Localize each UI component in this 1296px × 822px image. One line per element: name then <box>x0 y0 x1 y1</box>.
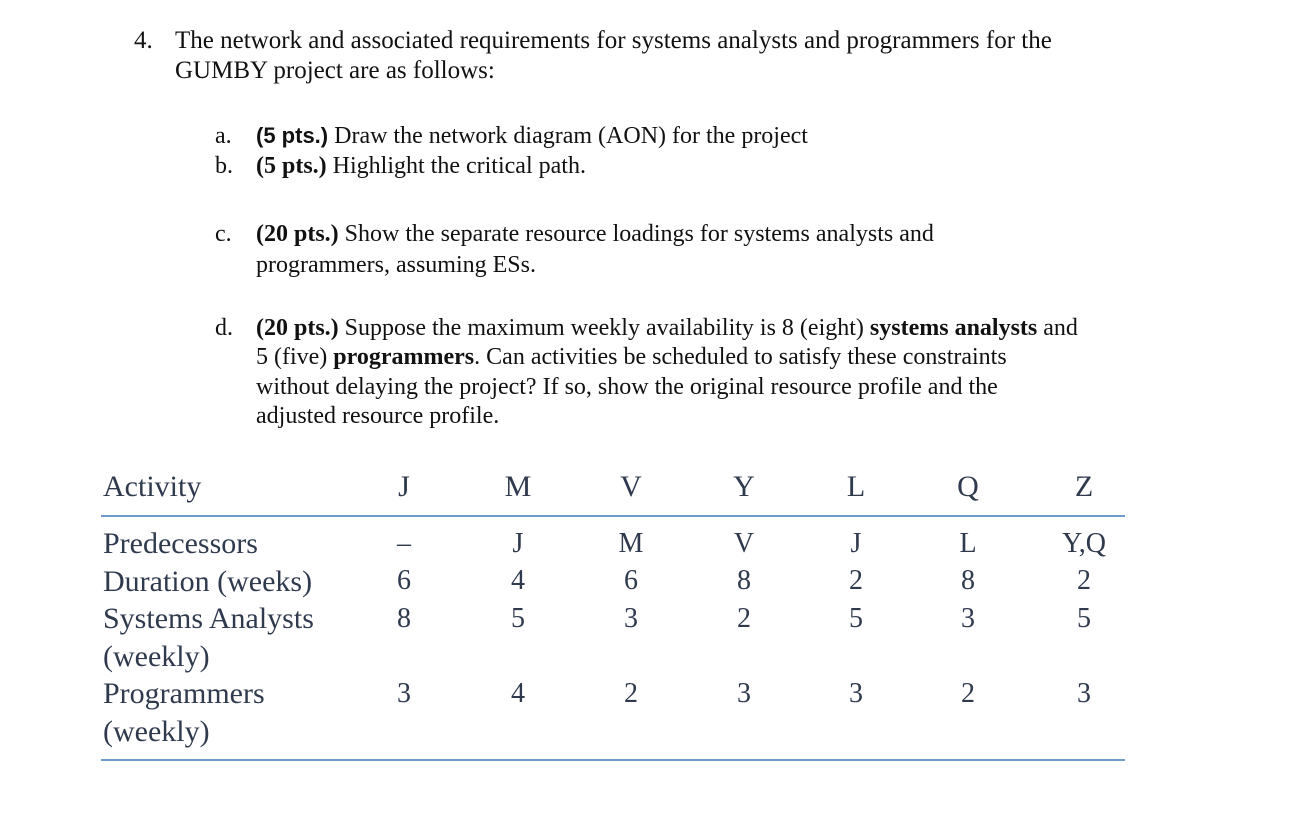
table-header-rule <box>101 515 1125 517</box>
table-duration-label: Duration (weeks) <box>103 565 313 598</box>
table-cell-predecessors-y: V <box>733 528 755 559</box>
table-analysts-label-1: Systems Analysts <box>103 602 314 635</box>
table-cell-activities-z: Z <box>1074 470 1094 503</box>
table-cell-activities-m: M <box>504 470 532 503</box>
table-cell-predecessors-q: L <box>959 528 977 559</box>
part-d-body-1c: and <box>1037 315 1078 341</box>
table-cell-analysts-j: 8 <box>397 603 411 634</box>
table-activity-header: Activity <box>103 470 202 503</box>
table-cell-programmers-v: 2 <box>624 678 638 709</box>
table-cell-activities-j: J <box>398 470 410 503</box>
part-c-text-line-2: programmers, assuming ESs. <box>256 252 536 278</box>
table-cell-analysts-q: 3 <box>961 603 975 634</box>
question-line-2: GUMBY project are as follows: <box>175 57 495 84</box>
table-cell-duration-z: 2 <box>1077 565 1091 596</box>
part-d-body-2c: . Can activities be scheduled to satisfy these constraints <box>474 344 1007 370</box>
table-cell-analysts-m: 5 <box>511 603 525 634</box>
table-cell-predecessors-z: Y,Q <box>1062 528 1106 559</box>
table-cell-duration-v: 6 <box>624 565 638 596</box>
table-cell-predecessors-j: – <box>397 528 411 559</box>
question-number: 4. <box>134 27 153 54</box>
part-b-marker: b. <box>215 153 233 179</box>
table-cell-analysts-z: 5 <box>1077 603 1091 634</box>
table-programmers-label-2: (weekly) <box>103 715 210 748</box>
part-d-marker: d. <box>215 315 233 341</box>
table-cell-programmers-y: 3 <box>737 678 751 709</box>
table-cell-analysts-l: 5 <box>849 603 863 634</box>
table-cell-predecessors-m: J <box>512 528 524 559</box>
part-b-body: Highlight the critical path. <box>326 153 586 179</box>
table-cell-activities-l: L <box>846 470 866 503</box>
part-c-points: (20 pts.) <box>256 221 339 247</box>
part-d-text-line-3: without delaying the project? If so, show the original resource profile and the <box>256 374 998 400</box>
table-cell-analysts-y: 2 <box>737 603 751 634</box>
table-analysts-label-2: (weekly) <box>103 640 210 673</box>
part-a-body: Draw the network diagram (AON) for the project <box>328 123 808 149</box>
table-cell-duration-y: 8 <box>737 565 751 596</box>
table-cell-programmers-m: 4 <box>511 678 525 709</box>
table-cell-programmers-l: 3 <box>849 678 863 709</box>
part-a-points: (5 pts.) <box>256 123 329 148</box>
part-d-text-line-2 <box>256 342 1007 372</box>
part-b-points: (5 pts.) <box>256 153 327 179</box>
table-cell-activities-v: V <box>620 470 642 503</box>
part-d-text-line-1 <box>256 313 1078 343</box>
table-cell-predecessors-l: J <box>850 528 862 559</box>
part-c-body-1: Show the separate resource loadings for systems analysts and <box>338 221 934 247</box>
question-line-1: The network and associated requirements for systems analysts and programmers for the <box>175 27 1052 54</box>
part-c-text-line-1 <box>256 219 934 249</box>
table-predecessors-label: Predecessors <box>103 527 258 560</box>
table-cell-programmers-z: 3 <box>1077 678 1091 709</box>
part-c-marker: c. <box>215 221 232 247</box>
part-d-text-line-4: adjusted resource profile. <box>256 403 500 429</box>
table-programmers-label-1: Programmers <box>103 677 265 710</box>
table-cell-duration-l: 2 <box>849 565 863 596</box>
table-cell-duration-j: 6 <box>397 565 411 596</box>
part-d-body-1a: Suppose the maximum weekly availability is 8 (eight) <box>338 315 870 341</box>
table-cell-predecessors-v: M <box>618 528 644 559</box>
part-b-text <box>256 151 586 181</box>
table-cell-duration-m: 4 <box>511 565 525 596</box>
table-bottom-rule <box>101 759 1125 761</box>
part-d-programmers: programmers <box>333 344 475 370</box>
table-cell-duration-q: 8 <box>961 565 975 596</box>
part-d-body-2a: 5 (five) <box>256 344 334 370</box>
part-d-points: (20 pts.) <box>256 315 339 341</box>
part-a-marker: a. <box>215 123 232 149</box>
table-cell-activities-y: Y <box>733 470 755 503</box>
part-a-text <box>256 121 808 151</box>
table-cell-activities-q: Q <box>957 470 979 503</box>
table-cell-programmers-q: 2 <box>961 678 975 709</box>
table-cell-analysts-v: 3 <box>624 603 638 634</box>
part-d-systems-analysts: systems analysts <box>869 315 1038 341</box>
table-cell-programmers-j: 3 <box>397 678 411 709</box>
